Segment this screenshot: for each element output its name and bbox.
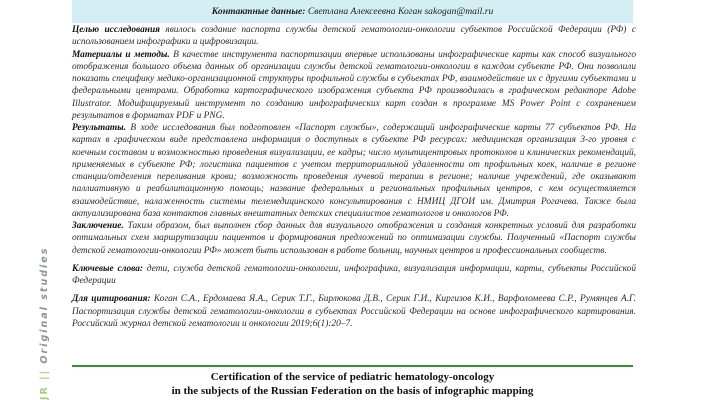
english-title-line-1: Certification of the service of pediatric hematology-oncology <box>210 371 495 383</box>
results-label: Результаты. <box>72 123 126 133</box>
sidebar-separator: || <box>39 368 50 380</box>
abstract-results <box>72 122 636 220</box>
contact-value: Светлана Алексеевна Коган sakogan@mail.ru <box>307 6 494 17</box>
section-sidebar <box>36 246 52 400</box>
contact-info-band <box>72 0 633 23</box>
methods-label: Материалы и методы. <box>72 49 170 60</box>
english-title-line-2: in the subjects of the Russian Federation on the basis of infographic mapping <box>171 385 534 397</box>
citation-label: Для цитирования: <box>72 294 151 305</box>
section-divider <box>72 365 633 367</box>
abstract-body <box>72 24 636 330</box>
keywords-label: Ключевые слова: <box>72 263 144 274</box>
conclusion-text: Таким образом, был выполнен сбор данных для визуального отображения и создания конкретных условий для разработки оптимальных схем маршрутизации пациентов и формирования предложений по оптимизации службы. Полученный «Паспорт службы детской гематологии-онкологии РФ» может быть использован в работе больниц, научных центров и профессиональных сообществ. <box>72 221 636 256</box>
journal-abbr: JR <box>39 385 50 400</box>
citation-text: Коган С.А., Ердомаева Я.А., Серик Т.Г., Бирлюкова Д.В., Серик Г.И., Киргизов К.И., Варфоломеева С.Р., Румянцев А.Г. Паспортизация службы детской гематологии-онкологии в субъектах Российской Федерации на основе инфографического картирования. Российский журнал детской гематологии и онкологии 2019;6(1):20–7. <box>72 294 636 329</box>
keywords <box>72 263 636 288</box>
abstract-conclusion <box>72 220 636 257</box>
contact-label: Контактные данные: <box>211 6 306 17</box>
abstract-aim <box>72 24 636 49</box>
section-name: Original studies <box>39 246 50 364</box>
results-text: В ходе исследования был подготовлен «Паспорт службы», содержащий инфографические карты 77 субъектов РФ. На картах в графическом виде представлена информация о доступных в субъекте РФ ресурсах: медицинская организация 3-го уровня с коечным составом и возможностью проведения визуализации, ее кадры; число мультицентровых протоколов и клинических рекомендаций, применяемых в субъекте РФ; логистика пациентов с учетом территориальной удаленности от профильных коек, наличие в регионе станции/отделения переливания крови; возможность проведения лучевой терапии в регионе; наличие учреждений, где оказывают паллиативную и реабилитационную помощь; название федеральных и региональных профильных центров, с кем осуществляется взаимодействие, налаженность системы телемедицинского консультирования с НМИЦ ДГОИ им. Дмитрия Рогачева. Также была актуализирована база контактов главных внештатных детских специалистов гематологов и онкологов РФ. <box>72 123 636 219</box>
citation <box>72 293 636 330</box>
abstract-methods <box>72 49 636 123</box>
keywords-text: дети, служба детской гематологии-онкологии, инфографика, визуализация информации, карты, субъекты Российской Федерации <box>72 263 636 286</box>
aim-label: Целью исследования <box>72 25 160 35</box>
english-title <box>72 370 633 398</box>
conclusion-label: Заключение. <box>72 221 124 231</box>
aim-text: явилось создание паспорта службы детской гематологии-онкологии субъектов Российской Федерации (РФ) с использованием инфографики и цифровизации. <box>72 25 636 48</box>
methods-text: В качестве инструмента паспортизации впервые использованы инфографические карты как способ визуального отображения большого объема данных об организации службы детской гематологии-онкологии в каждом субъекте РФ. Они позволили показать специфику медико-организационной структуры профильной службы в субъектах РФ, взаимодействие их с другими субъектами и федеральными центрами. Обработка картографического изображения субъекта РФ производилась в графическом редакторе Adobe Illustrator. Модифицируемый инструмент по созданию инфографических карт создан в программе MS Power Point с сохранением результатов в форматах PDF и PNG. <box>72 49 636 121</box>
